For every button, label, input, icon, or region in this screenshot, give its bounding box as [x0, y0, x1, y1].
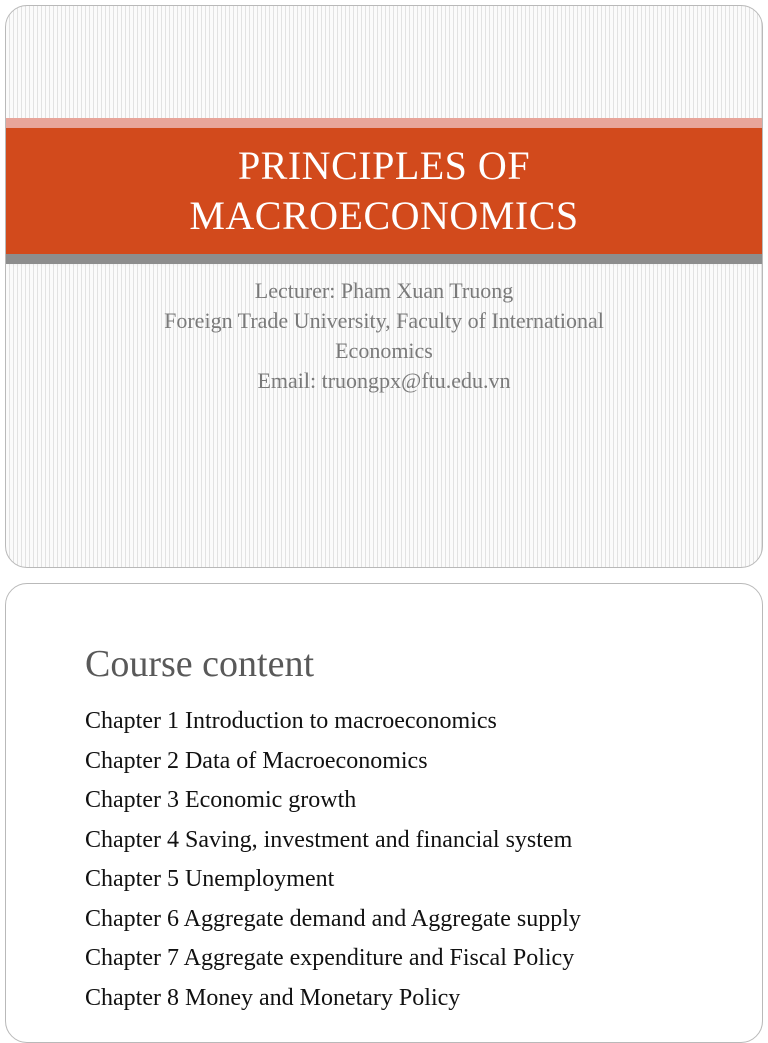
- chapter-list: [85, 702, 581, 1018]
- chapter-item: Chapter 5 Unemployment: [85, 866, 335, 892]
- title-line-1: PRINCIPLES OF: [237, 143, 531, 188]
- course-content-slide: [5, 583, 763, 1043]
- chapter-item: Chapter 3 Economic growth: [85, 787, 357, 813]
- title-slide: [5, 5, 763, 568]
- lecturer-text: Lecturer: Pham Xuan Truong: [254, 278, 514, 303]
- chapter-item: Chapter 6 Aggregate demand and Aggregate supply: [85, 905, 581, 932]
- shadow-strip: [6, 254, 762, 264]
- chapter-item: Chapter 4 Saving, investment and financial system: [85, 826, 573, 853]
- section-heading: Course content: [85, 643, 315, 685]
- affiliation-text-1: Foreign Trade University, Faculty of International: [164, 308, 604, 333]
- chapter-item: Chapter 7 Aggregate expenditure and Fiscal Policy: [85, 945, 575, 971]
- chapter-item: Chapter 1 Introduction to macroeconomics: [85, 708, 497, 734]
- accent-strip: [6, 118, 762, 128]
- chapter-item: Chapter 2 Data of Macroeconomics: [85, 747, 428, 774]
- email-text: Email: truongpx@ftu.edu.vn: [257, 368, 511, 393]
- chapter-item: Chapter 8 Money and Monetary Policy: [85, 984, 461, 1011]
- subtitle-block: [6, 276, 762, 396]
- affiliation-text-2: Economics: [335, 338, 433, 363]
- title-line-2: MACROECONOMICS: [189, 193, 579, 238]
- title-band: [6, 128, 762, 254]
